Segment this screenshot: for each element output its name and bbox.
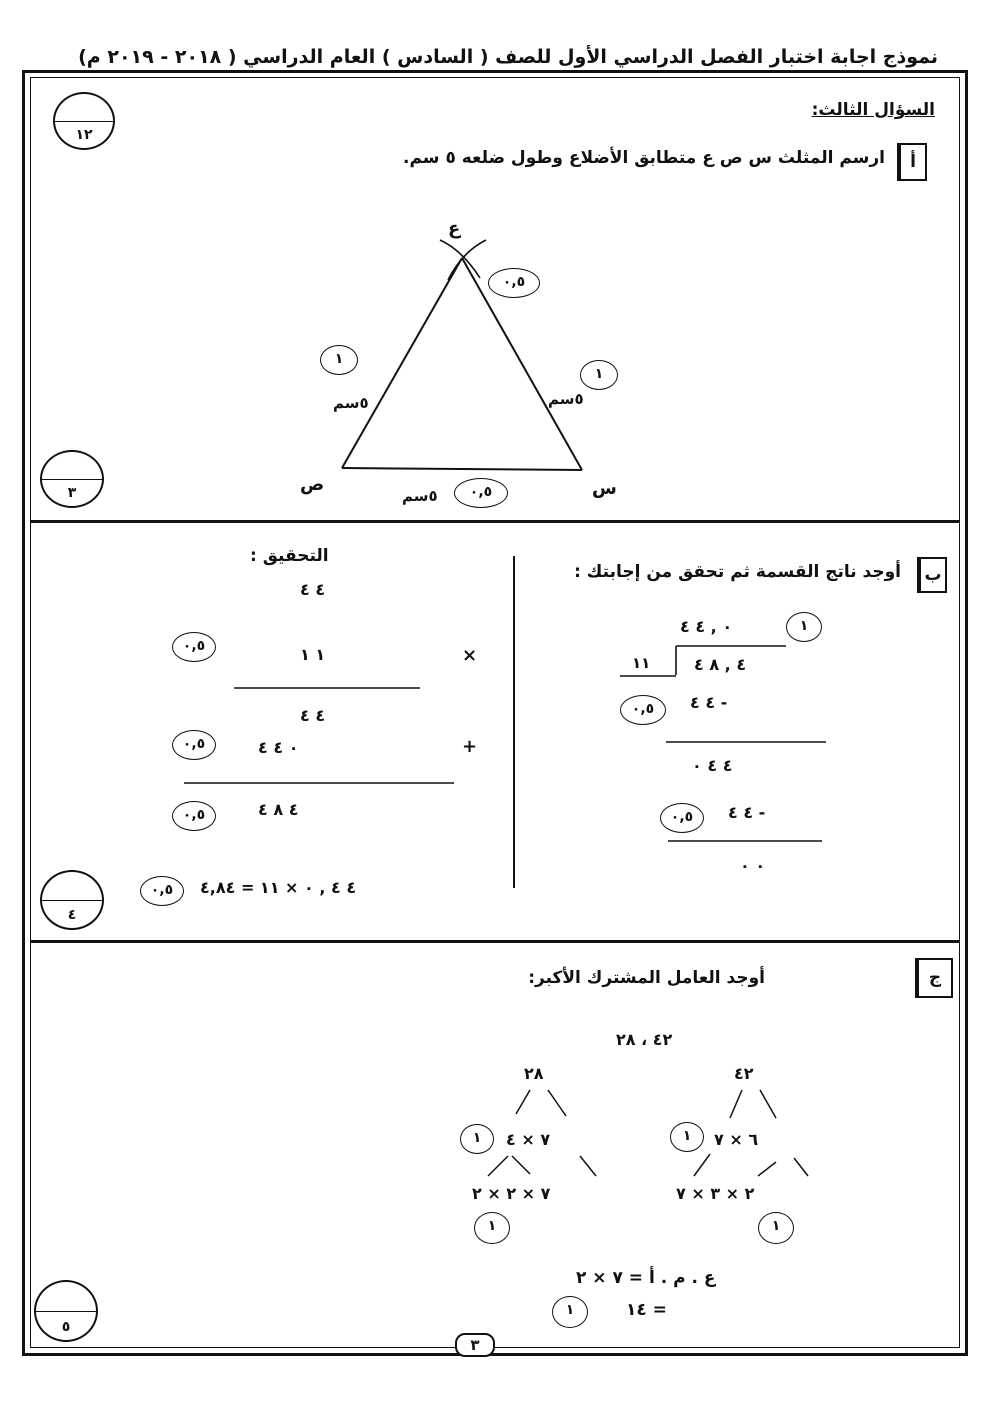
- verification-row-4: ٠ ٤ ٤: [258, 738, 299, 757]
- part-b-score-circle: ٤: [40, 870, 104, 930]
- side-bottom-length: ٥سم: [402, 487, 438, 505]
- question-title: السؤال الثالث:: [811, 100, 935, 120]
- subtract-2-mark: ٠,٥: [660, 803, 704, 833]
- verification-result-mark: ٠,٥: [172, 801, 216, 831]
- division-quotient: ٠ , ٤ ٤: [680, 617, 733, 636]
- subtract-1-mark: ٠,٥: [620, 695, 666, 725]
- part-a-question-text: ارسم المثلث س ص ع متطابق الأضلاع وطول ضلعه ٥ سم.: [403, 148, 885, 168]
- tree-42-root: ٤٢: [734, 1064, 754, 1083]
- plus-sign: +: [462, 736, 478, 757]
- part-b-question-text: أوجد ناتج القسمة ثم تحقق من إجابتك :: [574, 562, 901, 582]
- tree-42-level-1-mark: ١: [670, 1122, 704, 1152]
- tree-28-level-1-mark: ١: [460, 1124, 494, 1154]
- mark-left-side: ١: [320, 345, 358, 375]
- division-subtract-1: - ٤ ٤: [690, 693, 728, 712]
- mark-bottom-side: ٠,٥: [454, 478, 508, 508]
- verification-result: ٤ ٨ ٤: [258, 800, 299, 819]
- page-header-title: نموذج اجابة اختبار الفصل الدراسي الأول للصف ( السادس ) العام الدراسي ( ٢٠١٨ - ٢٠١٩ م): [78, 46, 938, 68]
- tree-28-level-2-mark: ١: [474, 1212, 510, 1244]
- tree-42-level-1: ٦ × ٧: [714, 1130, 759, 1149]
- verification-row-2-mark: ٠,٥: [172, 632, 216, 662]
- tree-42-level-2-mark: ١: [758, 1212, 794, 1244]
- tree-28-level-1: ٧ × ٤: [506, 1130, 551, 1149]
- part-a-score-circle: ٣: [40, 450, 104, 508]
- side-right-length: ٥سم: [548, 390, 584, 408]
- mark-arc: ٠,٥: [488, 268, 540, 298]
- verification-row-3: ٤ ٤: [300, 706, 326, 725]
- verification-row-1: ٤ ٤: [300, 580, 326, 599]
- part-c-label: ج: [915, 958, 953, 998]
- verification-final-mark: ٠,٥: [140, 876, 184, 906]
- tree-28-root: ٢٨: [524, 1064, 544, 1083]
- vertex-ein-label: ع: [448, 218, 461, 239]
- gcf-mark: ١: [552, 1296, 588, 1328]
- multiply-sign: ×: [462, 645, 478, 666]
- side-left-length: ٥سم: [333, 394, 369, 412]
- page-number: ٣: [455, 1333, 495, 1357]
- quotient-mark: ١: [786, 612, 822, 642]
- verification-row-2: ١ ١: [300, 645, 326, 664]
- part-c-score-circle: ٥: [34, 1280, 98, 1342]
- part-a-label: أ: [897, 143, 927, 181]
- verification-row-4-mark: ٠,٥: [172, 730, 216, 760]
- gcf-numbers: ٤٢ ، ٢٨: [616, 1030, 673, 1049]
- division-remainder-1: ٤ ٤ ٠: [692, 756, 733, 775]
- division-remainder-2: ٠ ٠: [740, 856, 766, 875]
- tree-28-level-2: ٧ × ٢ × ٢: [472, 1184, 551, 1203]
- part-c-question-text: أوجد العامل المشترك الأكبر:: [528, 968, 765, 988]
- total-score-circle: ١٢: [53, 92, 115, 150]
- division-subtract-2: - ٤ ٤: [728, 803, 766, 822]
- division-dividend: ٤ , ٨ ٤: [694, 655, 747, 674]
- division-divisor: ١١: [632, 654, 651, 672]
- part-b-label: ب: [917, 557, 947, 593]
- gcf-line-2: = ١٤: [626, 1300, 667, 1320]
- mark-right-side: ١: [580, 360, 618, 390]
- gcf-line-1: ع . م . أ = ٧ × ٢: [576, 1268, 716, 1288]
- verification-title: التحقيق :: [250, 546, 329, 566]
- tree-42-level-2: ٢ × ٣ × ٧: [676, 1184, 755, 1203]
- vertex-sin-label: س: [592, 478, 617, 499]
- vertex-sad-label: ص: [300, 474, 325, 495]
- verification-final: ٤ ٤ , ٠ × ١١ = ٤,٨٤: [200, 878, 357, 897]
